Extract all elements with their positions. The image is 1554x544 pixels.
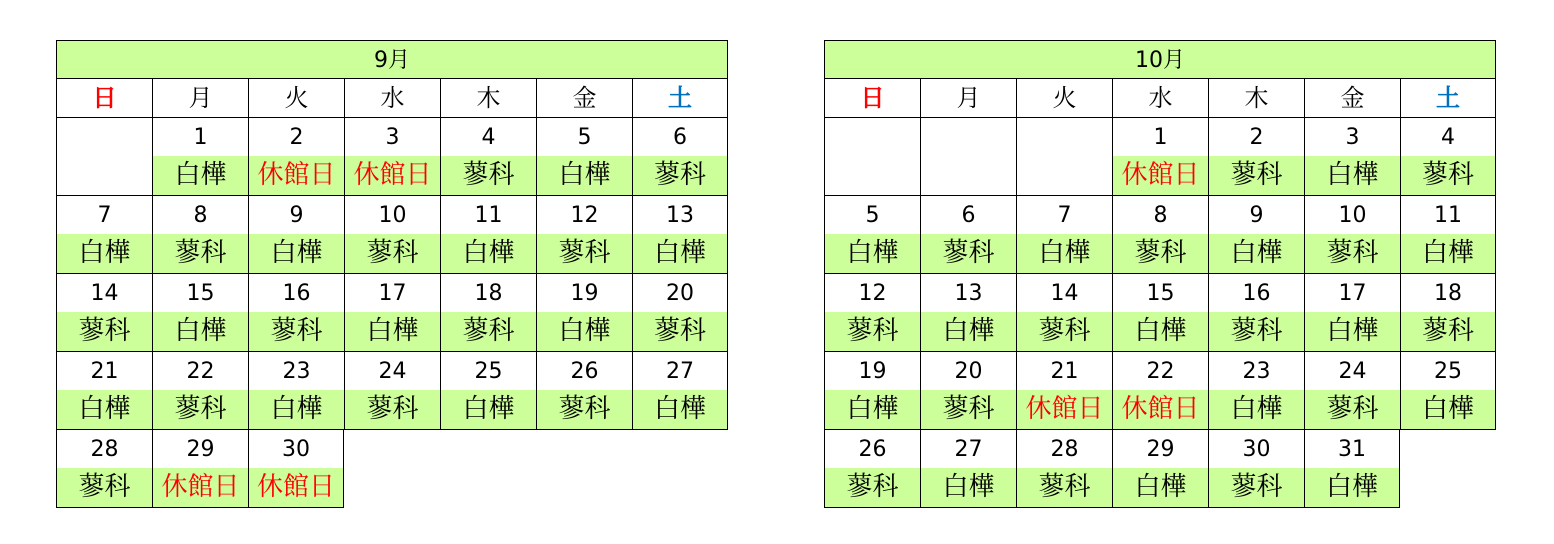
venue-label: 白樺 [153,312,248,351]
venue-label: 白樺 [1113,468,1208,507]
day-cell [1304,196,1400,274]
empty-day-cell [1016,118,1112,196]
closed-day-label: 休館日 [1113,390,1208,429]
day-number: 5 [537,118,632,156]
closed-day-label: 休館日 [1113,156,1208,195]
day-cell [248,196,344,274]
day-cell [824,274,920,352]
day-cell [152,430,248,508]
day-cell [824,352,920,430]
weekday-header: 火 [248,79,344,118]
day-number: 24 [345,352,440,390]
day-cell [1016,274,1112,352]
day-number: 4 [441,118,536,156]
day-number: 15 [1113,274,1208,312]
day-cell [440,118,536,196]
day-cell [440,196,536,274]
venue-label: 白樺 [1209,234,1304,273]
day-cell [56,352,152,430]
weekday-header: 月 [152,79,248,118]
venue-label: 蓼科 [1401,156,1495,195]
day-cell [1208,118,1304,196]
venue-label: 蓼科 [441,156,536,195]
day-cell [536,274,632,352]
day-cell [824,196,920,274]
weekday-header: 火 [1016,79,1112,118]
venue-label: 白樺 [1305,312,1400,351]
day-cell [248,352,344,430]
day-cell [536,196,632,274]
day-cell [344,118,440,196]
day-number: 5 [825,196,920,234]
day-number: 22 [1113,352,1208,390]
day-number: 12 [825,274,920,312]
day-cell [536,118,632,196]
day-cell [440,274,536,352]
venue-label: 蓼科 [1209,156,1304,195]
venue-label: 蓼科 [57,468,152,507]
day-number: 23 [1209,352,1304,390]
venue-label: 白樺 [441,234,536,273]
day-number: 21 [57,352,152,390]
venue-label: 蓼科 [1113,234,1208,273]
day-cell [344,196,440,274]
day-number: 27 [921,430,1016,468]
day-number: 8 [153,196,248,234]
venue-label: 蓼科 [1401,312,1495,351]
day-number: 2 [1209,118,1304,156]
outside-cell [344,430,440,508]
day-number: 14 [1017,274,1112,312]
venue-label: 蓼科 [825,468,920,507]
day-cell [1304,352,1400,430]
venue-label: 白樺 [57,390,152,429]
day-cell [1112,430,1208,508]
day-cell [56,196,152,274]
day-number: 6 [921,196,1016,234]
venue-label: 蓼科 [921,390,1016,429]
venue-label: 蓼科 [153,390,248,429]
outside-cell [536,430,632,508]
venue-label: 白樺 [1401,234,1495,273]
venue-label: 白樺 [921,312,1016,351]
venue-label: 白樺 [825,390,920,429]
day-cell [1016,430,1112,508]
weekday-header: 日 [56,79,152,118]
weekday-header: 木 [1208,79,1304,118]
closed-day-label: 休館日 [249,156,344,195]
day-number: 23 [249,352,344,390]
day-number: 19 [825,352,920,390]
day-number: 9 [1209,196,1304,234]
empty-day-cell [920,118,1016,196]
day-number: 29 [153,430,248,468]
day-cell [152,352,248,430]
closed-day-label: 休館日 [249,468,343,507]
day-cell [1400,352,1496,430]
day-cell [1400,196,1496,274]
venue-label: 白樺 [345,312,440,351]
day-number: 24 [1305,352,1400,390]
weekday-header: 水 [344,79,440,118]
day-cell [248,430,344,508]
day-cell [1112,196,1208,274]
weekday-header: 金 [1304,79,1400,118]
outside-cell [1400,430,1496,508]
venue-label: 蓼科 [1017,312,1112,351]
day-number: 25 [1401,352,1495,390]
weekday-header: 木 [440,79,536,118]
day-cell [920,274,1016,352]
day-cell [920,430,1016,508]
weekday-header: 日 [824,79,920,118]
day-number: 26 [537,352,632,390]
venue-label: 白樺 [249,390,344,429]
day-cell [56,430,152,508]
day-number: 15 [153,274,248,312]
venue-label: 蓼科 [153,234,248,273]
day-cell [152,274,248,352]
day-number: 28 [1017,430,1112,468]
venue-label: 白樺 [1209,390,1304,429]
venue-label: 白樺 [153,156,248,195]
venue-label: 蓼科 [345,234,440,273]
venue-label: 白樺 [825,234,920,273]
outside-cell [440,430,536,508]
day-cell [248,118,344,196]
venue-label: 蓼科 [537,390,632,429]
day-cell [1304,430,1400,508]
venue-label: 蓼科 [1209,468,1304,507]
closed-day-label: 休館日 [153,468,248,507]
day-number: 1 [1113,118,1208,156]
day-cell [1112,352,1208,430]
day-number: 3 [1305,118,1400,156]
day-cell [632,352,728,430]
day-number: 4 [1401,118,1495,156]
outside-cell [632,430,728,508]
day-number: 30 [1209,430,1304,468]
day-cell [440,352,536,430]
empty-day-cell [824,118,920,196]
venue-label: 蓼科 [1305,234,1400,273]
weekday-header: 月 [920,79,1016,118]
day-number: 28 [57,430,152,468]
day-cell [920,196,1016,274]
day-number: 10 [345,196,440,234]
venue-label: 白樺 [57,234,152,273]
calendar-grid [56,79,728,508]
day-cell [1112,118,1208,196]
venue-label: 白樺 [633,390,727,429]
venue-label: 白樺 [1305,468,1399,507]
day-cell [632,274,728,352]
day-cell [344,352,440,430]
day-number: 17 [345,274,440,312]
day-number: 14 [57,274,152,312]
day-number: 8 [1113,196,1208,234]
day-number: 20 [921,352,1016,390]
day-cell [1400,274,1496,352]
day-cell [248,274,344,352]
day-number: 29 [1113,430,1208,468]
day-number: 16 [249,274,344,312]
day-number: 25 [441,352,536,390]
day-cell [344,274,440,352]
venue-label: 蓼科 [57,312,152,351]
day-number: 13 [633,196,727,234]
day-number: 26 [825,430,920,468]
day-cell [920,352,1016,430]
venue-label: 蓼科 [1017,468,1112,507]
weekday-header: 水 [1112,79,1208,118]
weekday-header: 土 [1400,79,1496,118]
day-number: 7 [1017,196,1112,234]
day-cell [1208,430,1304,508]
day-cell [824,430,920,508]
venue-label: 白樺 [1113,312,1208,351]
day-number: 18 [1401,274,1495,312]
day-number: 3 [345,118,440,156]
day-number: 17 [1305,274,1400,312]
closed-day-label: 休館日 [345,156,440,195]
day-number: 12 [537,196,632,234]
day-cell [152,118,248,196]
day-cell [56,274,152,352]
day-number: 27 [633,352,727,390]
venue-label: 蓼科 [441,312,536,351]
day-number: 2 [249,118,344,156]
venue-label: 白樺 [537,312,632,351]
venue-label: 蓼科 [1305,390,1400,429]
calendar-october [824,40,1496,508]
day-cell [536,352,632,430]
day-cell [632,196,728,274]
day-number: 31 [1305,430,1399,468]
day-number: 22 [153,352,248,390]
day-number: 16 [1209,274,1304,312]
venue-label: 蓼科 [633,312,727,351]
month-title: 10月 [824,40,1496,79]
venue-label: 白樺 [537,156,632,195]
venue-label: 蓼科 [249,312,344,351]
venue-label: 白樺 [441,390,536,429]
closed-day-label: 休館日 [1017,390,1112,429]
day-cell [1208,196,1304,274]
day-number: 9 [249,196,344,234]
venue-label: 白樺 [1305,156,1400,195]
day-cell [152,196,248,274]
day-cell [632,118,728,196]
day-number: 30 [249,430,343,468]
day-number: 21 [1017,352,1112,390]
day-number: 18 [441,274,536,312]
empty-day-cell [56,118,152,196]
calendar-september [56,40,728,508]
day-cell [1400,118,1496,196]
venue-label: 白樺 [633,234,727,273]
day-number: 1 [153,118,248,156]
day-number: 7 [57,196,152,234]
day-number: 10 [1305,196,1400,234]
venue-label: 蓼科 [1209,312,1304,351]
venue-label: 蓼科 [537,234,632,273]
venue-label: 蓼科 [345,390,440,429]
day-cell [1016,196,1112,274]
day-number: 13 [921,274,1016,312]
day-number: 11 [441,196,536,234]
day-number: 6 [633,118,727,156]
month-title: 9月 [56,40,728,79]
calendar-grid [824,79,1496,508]
day-cell [1208,352,1304,430]
weekday-header: 土 [632,79,728,118]
weekday-header: 金 [536,79,632,118]
venue-label: 蓼科 [921,234,1016,273]
day-cell [1208,274,1304,352]
day-cell [1304,274,1400,352]
venue-label: 白樺 [1401,390,1495,429]
day-number: 20 [633,274,727,312]
venue-label: 白樺 [249,234,344,273]
day-number: 19 [537,274,632,312]
venue-label: 蓼科 [825,312,920,351]
day-cell [1016,352,1112,430]
venue-label: 白樺 [921,468,1016,507]
day-cell [1304,118,1400,196]
day-number: 11 [1401,196,1495,234]
venue-label: 蓼科 [633,156,727,195]
day-cell [1112,274,1208,352]
venue-label: 白樺 [1017,234,1112,273]
